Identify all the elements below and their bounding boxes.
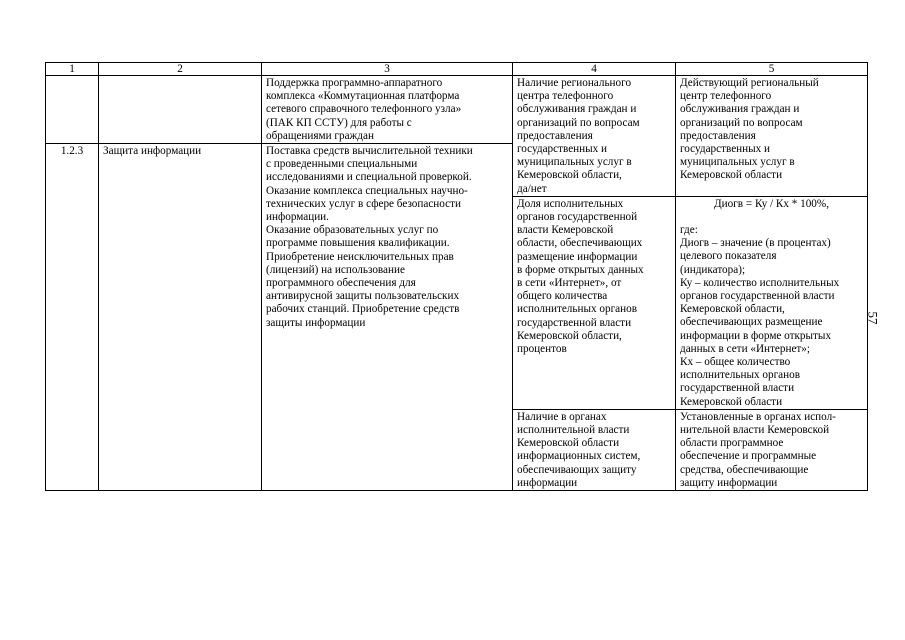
program-table [45,62,868,491]
activity-item: Оказание образовательных услуг по программе повышения квалификации. [266,224,450,250]
header-col-2: 2 [99,63,262,76]
indicator-3-method [676,409,868,490]
indicator-1-name [513,76,676,197]
indicator-3-name [513,409,676,490]
where-text: где: [680,224,698,237]
table-header-row [46,63,868,76]
row-a-section [99,76,262,144]
header-col-5: 5 [676,63,868,76]
indicator-name-text: Доля исполнительных органов государственной власти Кемеровской области, обеспечивающих размещение информации в форме открытых данных в сети «Интернет», от общего количества исполнительных органов государственной власти Кемеровской области, процентов [517,197,644,356]
activity-text: Поддержка программно-аппаратного комплекса «Коммутационная платформа сетевого справочного телефонного узла» (ПАК КП ССТУ) для работы с обращениями граждан [266,77,462,142]
activity-item: Оказание комплекса специальных научно- технических услуг в сфере безопасности информации. [266,184,468,224]
indicator-2-name [513,196,676,409]
row-b-section: Защита информации [99,144,262,491]
row-a-number [46,76,99,144]
indicator-method-text: Действующий региональный центр телефонного обслуживания граждан и организаций по вопросам предоставления государственных и муниципальных услуг в Кемеровской области [680,77,819,182]
row-a-activity [262,76,513,144]
indicator-method-text: Установленные в органах испол- нительной власти Кемеровской области программное обеспечение и программные средства, обеспечивающие защиту информации [680,410,836,489]
header-col-3: 3 [262,63,513,76]
activity-item: Приобретение неисключительных прав (лицензий) на использование программного обеспечения для антивирусной защиты пользовательских рабочих станций. Приобретение средств защиты информации [266,250,460,329]
row-b-activities [262,144,513,491]
formula-explanation: Диогв – значение (в процентах) целевого показателя (индикатора); Ку – количество исполнительных органов государственной власти Кемеровской области, обеспечивающих размещение информации в форме открытых данных в сети «Интернет»; Кх – общее количество исполнительных органов государственной власти Кемеровской области [680,237,840,408]
activity-item: Поставка средств вычислительной техники с проведенными специальными исследованиями и специальной проверкой. [266,145,473,184]
row-b-number: 1.2.3 [46,144,99,491]
page-number: 57 [865,311,881,325]
formula-spacer [680,211,863,224]
indicator-2-method [676,196,868,409]
header-col-1: 1 [46,63,99,76]
indicator-name-text: Наличие регионального центра телефонного обслуживания граждан и организаций по вопросам предоставления государственных и муниципальных услуг в Кемеровской области, да/нет [517,77,640,195]
formula-text: Диогв = Ку / Кх * 100%, [713,197,830,210]
indicator-name-text: Наличие в органах исполнительной власти Кемеровской области информационных систем, обеспечивающих защиту информации [517,410,641,489]
indicator-1-method [676,76,868,197]
table-row [46,76,868,144]
header-col-4: 4 [513,63,676,76]
